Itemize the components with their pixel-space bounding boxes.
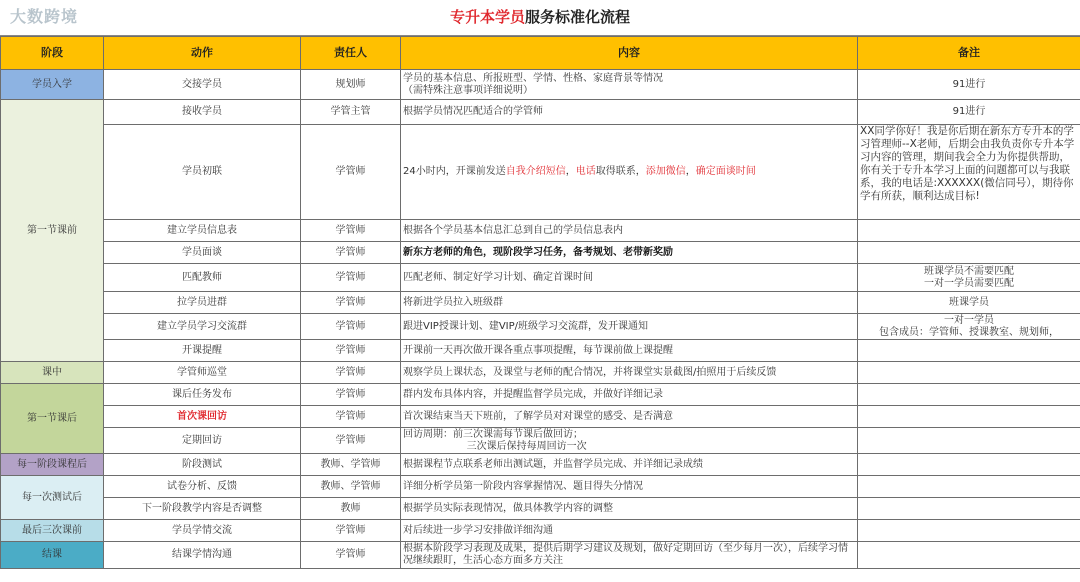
content-segment: 群内发布具体内容，并提醒监督学员完成，并做好详细记录 — [403, 388, 663, 400]
action-cell — [104, 498, 301, 520]
table-row — [1, 520, 1080, 542]
owner-cell — [301, 242, 401, 264]
content-cell — [401, 242, 858, 264]
content-segment: 观察学员上课状态，及课堂与老师的配合情况，并将课堂实景截图/拍照用于后续反馈 — [403, 366, 777, 378]
owner-cell-text: 教师、学管师 — [320, 480, 381, 492]
stage-cell: 结课 — [1, 542, 104, 569]
note-cell — [858, 542, 1080, 569]
title-rest: 服务标准化流程 — [525, 8, 631, 26]
header-action: 动作 — [104, 37, 301, 70]
stage-cell: 课中 — [1, 362, 104, 384]
action-cell-text: 学管师巡堂 — [177, 366, 227, 378]
content-segment: 根据各个学员基本信息汇总到自己的学员信息表内 — [403, 224, 623, 236]
owner-cell-text: 学管师 — [335, 344, 366, 356]
action-cell-text: 匹配教师 — [182, 271, 222, 283]
owner-cell-text: 学管师 — [335, 296, 366, 308]
content-segment: 回访周期：前三次课需每节课后做回访； 三次课后保持每周回访一次 — [403, 428, 587, 452]
owner-cell-text: 学管师 — [335, 320, 366, 332]
table-row — [1, 476, 1080, 498]
table-row — [1, 100, 1080, 125]
content-cell — [401, 498, 858, 520]
note-cell — [858, 428, 1080, 454]
note-cell — [858, 264, 1080, 292]
owner-cell — [301, 476, 401, 498]
note-cell — [858, 242, 1080, 264]
action-cell — [104, 406, 301, 428]
content-segment: ， — [565, 166, 576, 177]
content-segment: 对后续进一步学习安排做详细沟通 — [403, 524, 553, 536]
content-segment: 电话 — [575, 166, 596, 177]
content-segment: 根据本阶段学习表现及成果，提供后期学习建议及规划，做好定期回访（至少每月一次），后续学习情况继续跟盯，生活心态方面多方关注 — [403, 543, 848, 566]
content-segment: 取得联系， — [595, 166, 646, 177]
action-cell — [104, 220, 301, 242]
content-segment: 开课前一天再次做开课各重点事项提醒，每节课前做上课提醒 — [403, 344, 673, 356]
owner-cell-text: 学管师 — [335, 224, 366, 236]
note-cell-text: XX同学你好！我是你后期在新东方专升本的学习管理师--X老师，后期会由我负责你专升本学习内容的管理，期间我会全力为你提供帮助，你有关于专升本学习上面的问题都可以与我联系，我的电话是:XXXXXX(微信同号），期待你学有所获，顺利达成目标! — [860, 125, 1075, 202]
action-cell — [104, 520, 301, 542]
note-cell — [858, 314, 1080, 340]
stage-cell: 每一阶段课程后 — [1, 454, 104, 476]
note-cell — [858, 292, 1080, 314]
content-segment: 匹配老师、制定好学习计划、确定首课时间 — [403, 271, 593, 283]
content-cell — [401, 264, 858, 292]
content-cell — [401, 384, 858, 406]
note-cell — [858, 340, 1080, 362]
content-segment: 根据学员情况匹配适合的学管师 — [403, 106, 543, 117]
page-title — [0, 0, 1080, 36]
note-cell — [858, 454, 1080, 476]
content-segment: 跟进VIP授课计划、建VIP/班级学习交流群，发开课通知 — [403, 320, 649, 332]
action-cell-text: 建立学员学习交流群 — [157, 320, 247, 332]
action-cell — [104, 125, 301, 220]
watermark-text: 大数跨境 — [10, 7, 79, 26]
header-owner: 责任人 — [301, 37, 401, 70]
owner-cell — [301, 428, 401, 454]
owner-cell — [301, 314, 401, 340]
stage-cell: 最后三次课前 — [1, 520, 104, 542]
table-row — [1, 384, 1080, 406]
action-cell — [104, 314, 301, 340]
note-cell — [858, 384, 1080, 406]
note-cell-text: 班课学员不需要匹配 一对一学员需要匹配 — [924, 265, 1014, 289]
action-cell-text: 建立学员信息表 — [167, 224, 237, 236]
action-cell — [104, 362, 301, 384]
owner-cell — [301, 362, 401, 384]
table-body — [1, 70, 1080, 569]
owner-cell — [301, 520, 401, 542]
table-row — [1, 292, 1080, 314]
content-segment: 首次课结束当天下班前，了解学员对对课堂的感受、是否满意 — [403, 410, 673, 422]
watermark — [10, 6, 78, 28]
action-cell — [104, 70, 301, 100]
table-row — [1, 498, 1080, 520]
action-cell — [104, 542, 301, 569]
action-cell-text: 下一阶段教学内容是否调整 — [142, 502, 262, 514]
action-cell — [104, 384, 301, 406]
owner-cell — [301, 454, 401, 476]
action-cell — [104, 454, 301, 476]
note-cell-text: 班课学员 — [949, 296, 989, 308]
process-table — [0, 36, 1080, 569]
owner-cell-text: 学管师 — [335, 246, 366, 258]
action-cell-text: 接收学员 — [182, 106, 222, 117]
action-cell — [104, 292, 301, 314]
owner-cell-text: 学管师 — [335, 549, 366, 560]
content-cell — [401, 428, 858, 454]
table-row — [1, 406, 1080, 428]
owner-cell — [301, 384, 401, 406]
table-row — [1, 264, 1080, 292]
action-cell — [104, 340, 301, 362]
table-row — [1, 220, 1080, 242]
content-segment: 24小时内，开课前发送 — [403, 166, 506, 177]
action-cell — [104, 428, 301, 454]
owner-cell — [301, 292, 401, 314]
owner-cell — [301, 125, 401, 220]
note-cell — [858, 362, 1080, 384]
content-cell — [401, 220, 858, 242]
action-cell-text: 拉学员进群 — [177, 296, 227, 308]
action-cell — [104, 264, 301, 292]
owner-cell — [301, 264, 401, 292]
content-cell — [401, 362, 858, 384]
table-row — [1, 70, 1080, 100]
action-cell-text: 学员面谈 — [182, 246, 222, 258]
owner-cell — [301, 406, 401, 428]
action-cell — [104, 100, 301, 125]
action-cell-text: 结课学情沟通 — [172, 549, 232, 560]
content-cell — [401, 125, 858, 220]
action-cell-text: 首次课回访 — [177, 410, 227, 422]
note-cell-text: 91进行 — [952, 78, 986, 90]
content-cell — [401, 542, 858, 569]
action-cell-text: 定期回访 — [182, 434, 222, 446]
owner-cell-text: 学管师 — [335, 434, 366, 446]
note-cell — [858, 100, 1080, 125]
note-cell — [858, 406, 1080, 428]
content-cell — [401, 100, 858, 125]
owner-cell-text: 学管师 — [335, 410, 366, 422]
note-cell — [858, 476, 1080, 498]
content-cell — [401, 70, 858, 100]
content-segment: 添加微信 — [645, 166, 686, 177]
owner-cell-text: 学管师 — [335, 366, 366, 378]
action-cell — [104, 242, 301, 264]
table-row — [1, 314, 1080, 340]
action-cell — [104, 476, 301, 498]
content-cell — [401, 314, 858, 340]
table-row — [1, 125, 1080, 220]
owner-cell — [301, 100, 401, 125]
owner-cell-text: 规划师 — [335, 78, 366, 90]
content-segment: 学员的基本信息、所报班型、学情、性格、家庭背景等情况 （需特殊注意事项详细说明） — [403, 72, 663, 96]
content-segment: 将新进学员拉入班级群 — [403, 296, 503, 308]
content-cell — [401, 292, 858, 314]
content-cell — [401, 454, 858, 476]
content-segment: 确定面谈时间 — [695, 166, 756, 177]
owner-cell-text: 教师 — [340, 502, 361, 514]
owner-cell — [301, 70, 401, 100]
owner-cell-text: 教师、学管师 — [320, 458, 381, 470]
action-cell-text: 课后任务发布 — [172, 388, 232, 400]
note-cell — [858, 70, 1080, 100]
stage-cell: 第一节课前 — [1, 100, 104, 362]
header-note: 备注 — [858, 37, 1080, 70]
header-row — [1, 37, 1080, 70]
table-row — [1, 542, 1080, 569]
content-segment: 新东方老师的角色，现阶段学习任务，备考规划、老带新奖励 — [403, 246, 673, 258]
stage-cell: 每一次测试后 — [1, 476, 104, 520]
note-cell — [858, 498, 1080, 520]
content-segment: 根据课程节点联系老师出测试题，并监督学员完成、并详细记录成绩 — [403, 458, 703, 470]
content-cell — [401, 476, 858, 498]
action-cell-text: 试卷分析、反馈 — [167, 480, 237, 492]
content-segment: 根据学员实际表现情况，做具体教学内容的调整 — [403, 502, 613, 514]
content-segment: ， — [685, 166, 696, 177]
content-segment: 详细分析学员第一阶段内容掌握情况、题目得失分情况 — [403, 480, 643, 492]
note-cell — [858, 220, 1080, 242]
title-highlight: 专升本学员 — [449, 8, 525, 26]
stage-cell: 学员入学 — [1, 70, 104, 100]
note-cell — [858, 520, 1080, 542]
header-stage: 阶段 — [1, 37, 104, 70]
owner-cell-text: 学管师 — [335, 271, 366, 283]
note-cell-text: 91进行 — [952, 106, 986, 117]
owner-cell-text: 学管师 — [335, 524, 366, 536]
content-segment: 自我介绍短信 — [505, 166, 566, 177]
action-cell-text: 开课提醒 — [182, 344, 222, 356]
action-cell-text: 交接学员 — [182, 78, 222, 90]
owner-cell-text: 学管主管 — [330, 106, 371, 117]
stage-cell: 第一节课后 — [1, 384, 104, 454]
header-content: 内容 — [401, 37, 858, 70]
owner-cell-text: 学管师 — [335, 166, 366, 177]
table-row — [1, 362, 1080, 384]
action-cell-text: 学员初联 — [182, 166, 222, 177]
content-cell — [401, 520, 858, 542]
table-row — [1, 242, 1080, 264]
content-cell — [401, 340, 858, 362]
table-row — [1, 340, 1080, 362]
action-cell-text: 学员学情交流 — [172, 524, 232, 536]
table-row — [1, 454, 1080, 476]
note-cell — [858, 125, 1080, 220]
owner-cell — [301, 220, 401, 242]
content-cell — [401, 406, 858, 428]
owner-cell — [301, 340, 401, 362]
table-row — [1, 428, 1080, 454]
owner-cell — [301, 498, 401, 520]
owner-cell-text: 学管师 — [335, 388, 366, 400]
note-cell-text: 一对一学员 包含成员：学管师、授课教室、规划师， — [879, 314, 1059, 338]
owner-cell — [301, 542, 401, 569]
action-cell-text: 阶段测试 — [182, 458, 222, 470]
